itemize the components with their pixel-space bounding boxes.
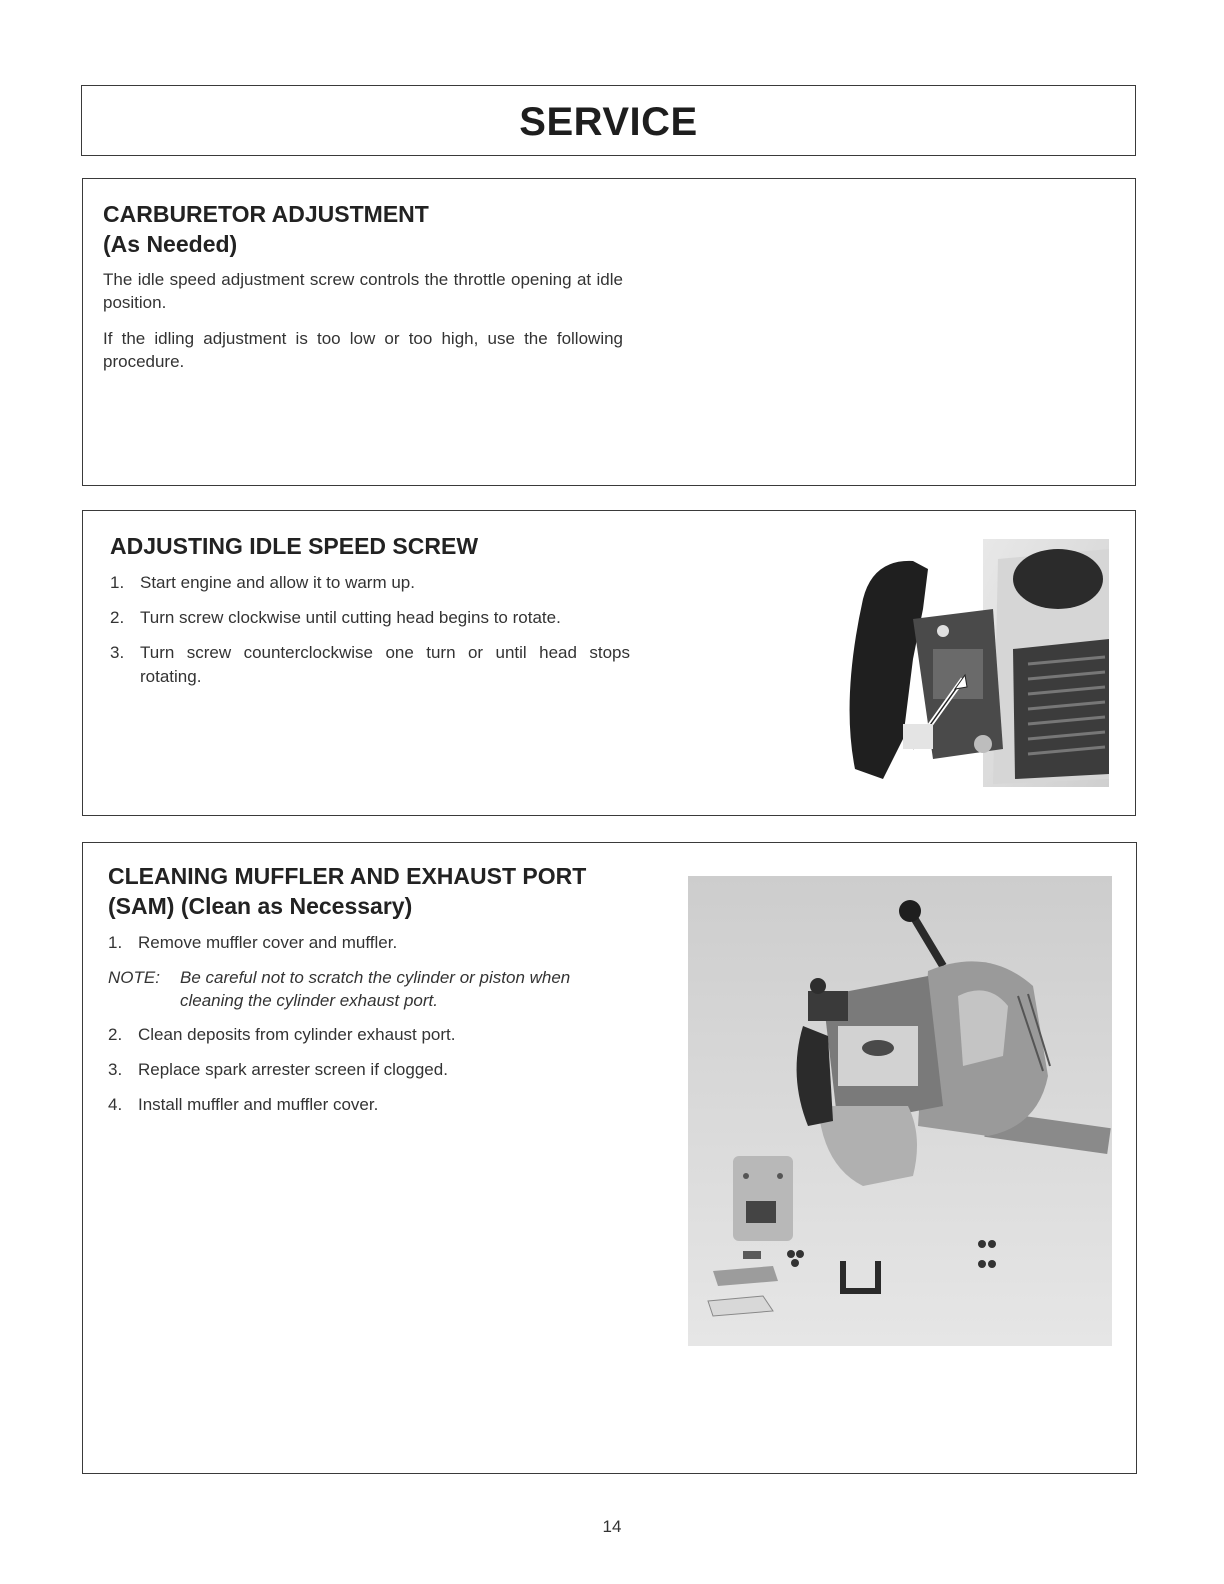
list-item: 1. Start engine and allow it to warm up. <box>110 573 415 592</box>
carburetor-paragraph-2: If the idling adjustment is too low or too high, use the following procedure. <box>103 329 623 371</box>
carburetor-adjustment-section <box>82 178 1136 486</box>
list-item: 4. Install muffler and muffler cover. <box>108 1095 379 1114</box>
list-item: 2. Turn screw clockwise until cutting head begins to rotate. <box>110 608 561 627</box>
muffler-parts-photo <box>688 876 1112 1346</box>
carburetor-photo <box>843 539 1109 787</box>
list-item: 2. Clean deposits from cylinder exhaust port. <box>108 1025 456 1044</box>
note-label: NOTE: <box>108 968 160 987</box>
muffler-heading <box>108 861 586 921</box>
carburetor-heading-line1: CARBURETOR ADJUSTMENT <box>103 201 429 227</box>
muffler-heading-line1: CLEANING MUFFLER AND EXHAUST PORT <box>108 863 587 889</box>
list-item: 3. Replace spark arrester screen if clogged. <box>108 1060 448 1079</box>
carburetor-heading-line2: (As Needed) <box>103 231 238 257</box>
list-item: 1. Remove muffler cover and muffler. <box>108 933 398 952</box>
muffler-heading-line2: (SAM) (Clean as Necessary) <box>108 893 413 919</box>
idle-speed-steps <box>110 571 630 700</box>
title-box <box>81 85 1136 156</box>
page-number: 14 <box>602 1517 622 1536</box>
muffler-steps <box>108 931 628 1128</box>
caution-note <box>108 966 628 1012</box>
carburetor-paragraph-1: The idle speed adjustment screw controls the throttle opening at idle position. <box>103 270 623 312</box>
note-text: Be careful not to scratch the cylinder or piston when cleaning the cylinder exhaust port. <box>180 968 571 1010</box>
muffler-section <box>82 842 1137 1474</box>
list-item: 3. Turn screw counterclockwise one turn or until head stops rotating. <box>110 643 630 686</box>
idle-speed-section <box>82 510 1136 816</box>
page-title: SERVICE <box>519 100 698 144</box>
idle-speed-heading: ADJUSTING IDLE SPEED SCREW <box>110 533 479 559</box>
carburetor-heading <box>103 199 429 259</box>
